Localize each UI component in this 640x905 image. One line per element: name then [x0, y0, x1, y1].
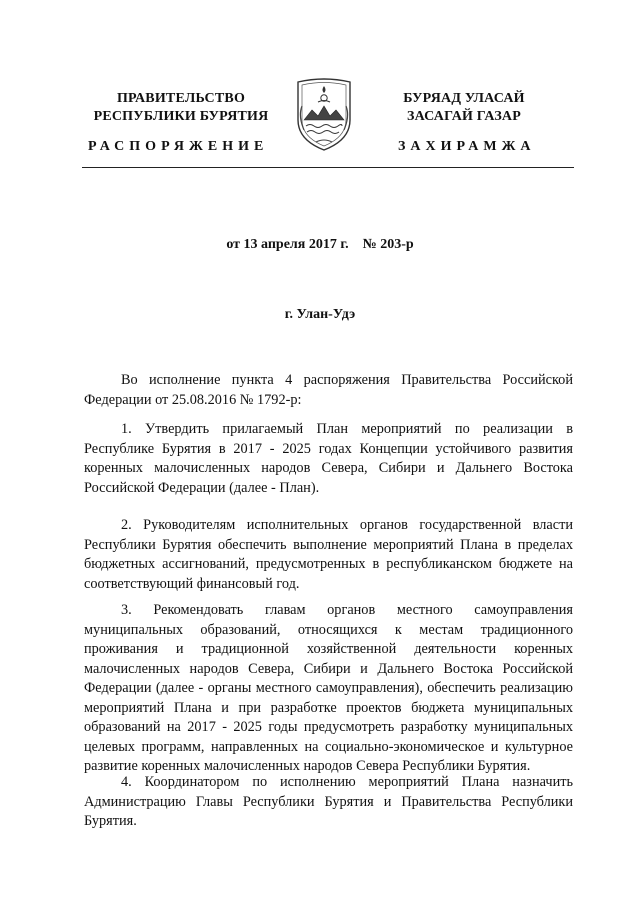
paragraph-item-4: 4. Координатором по исполнению мероприятий Плана назначить Администрацию Главы Республики Бурятия и Правительства Республики Бурятия.	[84, 774, 573, 829]
header-divider	[82, 167, 574, 168]
paragraph-item-3: 3. Рекомендовать главам органов местного самоуправления муниципальных образований, относящихся к местам традиционного проживания и традиционной хозяйственной деятельности коренных малочисленных народов Севера, Сибири и Дальнего Востока Российской Федерации (далее - органы местного самоуправления), обеспечить реализацию мероприятий Плана и при разработке проектов бюджета муниципальных образований на 2017 - 2025 годы предусмотреть разработку муниципальных целевых программ, направленных на социально-экономическое и культурное развитие коренных малочисленных народов Севера Республики Бурятия.	[84, 602, 573, 774]
intro-paragraph: Во исполнение пункта 4 распоряжения Правительства Российской Федерации от 25.08.2016 № 1792-р:	[84, 372, 573, 408]
header-left-line1: ПРАВИТЕЛЬСТВО	[116, 91, 246, 106]
paragraph-item-2: 2. Руководителям исполнительных органов государственной власти Республики Бурятия обеспечить выполнение мероприятий Плана в пределах бюджетных ассигнований, предусмотренных в республиканском бюджете на соответствующий финансовый год.	[84, 517, 573, 592]
coat-of-arms-icon	[294, 76, 354, 152]
header-right-block	[370, 90, 558, 126]
header-left-line2: РЕСПУБЛИКИ БУРЯТИЯ	[93, 109, 269, 124]
paragraph-item-1: 1. Утвердить прилагаемый План мероприятий по реализации в Республике Бурятия в 2017 - 2025 годах Концепции устойчивого развития коренных малочисленных народов Севера, Сибири и Дальнего Востока Российской Федерации (далее - План).	[84, 421, 573, 496]
header-right-line1: БУРЯАД УЛАСАЙ	[403, 91, 525, 106]
doc-type-russian: РАСПОРЯЖЕНИЕ	[88, 139, 269, 154]
header-left-block	[82, 90, 280, 126]
document-date-number: от 13 апреля 2017 г. № 203-р	[226, 237, 414, 252]
header-right-line2: ЗАСАГАЙ ГАЗАР	[406, 109, 521, 124]
document-city: г. Улан-Удэ	[284, 307, 356, 322]
doc-type-buryat: ЗАХИРАМЖА	[398, 139, 536, 154]
